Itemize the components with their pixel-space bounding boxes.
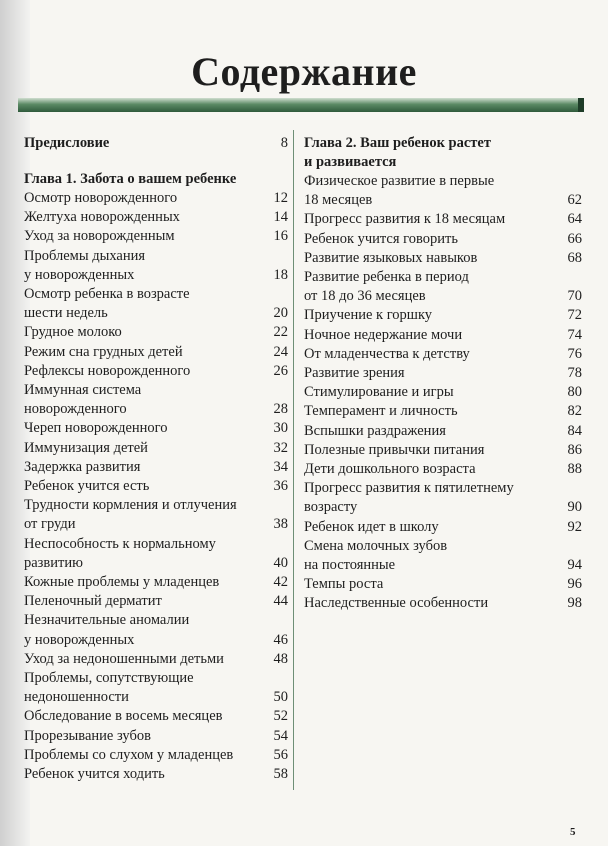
toc-entry-line[interactable] bbox=[24, 227, 288, 246]
toc-entry-line[interactable] bbox=[304, 230, 582, 249]
toc-entry-line[interactable] bbox=[24, 554, 288, 573]
entry-page: 98 bbox=[567, 595, 582, 612]
entry-title: Череп новорожденного bbox=[24, 420, 168, 437]
toc-right-list bbox=[304, 172, 582, 614]
entry-page: 24 bbox=[273, 343, 288, 360]
entry-page: 18 bbox=[273, 266, 288, 283]
entry-title: Прогресс развития к 18 месяцам bbox=[304, 211, 506, 228]
entry-title: Задержка развития bbox=[24, 458, 141, 475]
entry-title: от 18 до 36 месяцев bbox=[304, 288, 426, 305]
toc-entry-line[interactable] bbox=[304, 518, 582, 537]
toc-entry-line[interactable] bbox=[24, 669, 288, 688]
entry-title: Приучение к горшку bbox=[304, 307, 433, 324]
entry-title: Дети дошкольного возраста bbox=[304, 461, 476, 478]
entry-page: 92 bbox=[567, 518, 582, 535]
entry-title: Развитие зрения bbox=[304, 365, 405, 382]
toc-entry-line[interactable] bbox=[24, 343, 288, 362]
entry-title: Наследственные особенности bbox=[304, 595, 489, 612]
entry-title: Ребенок учится говорить bbox=[304, 230, 458, 247]
toc-entry-line[interactable] bbox=[304, 479, 582, 498]
toc-entry-line[interactable] bbox=[304, 210, 582, 229]
entry-title: Ребенок идет в школу bbox=[304, 518, 439, 535]
entry-title: у новорожденных bbox=[24, 266, 135, 283]
entry-page: 52 bbox=[273, 708, 288, 725]
entry-page: 40 bbox=[273, 554, 288, 571]
entry-title: Развитие языковых навыков bbox=[304, 249, 478, 266]
entry-title: Уход за недоношенными детьми bbox=[24, 650, 224, 667]
toc-entry-line[interactable] bbox=[24, 477, 288, 496]
entry-title: на постоянные bbox=[304, 557, 396, 574]
entry-title: Незначительные аномалии bbox=[24, 612, 190, 629]
entry-page: 38 bbox=[273, 516, 288, 533]
chapter-2-line: и развивается bbox=[304, 154, 397, 170]
entry-title: Ребенок учится ходить bbox=[24, 766, 165, 783]
entry-page: 36 bbox=[273, 478, 288, 495]
entry-title: Обследование в восемь месяцев bbox=[24, 708, 223, 725]
toc-entry-line[interactable] bbox=[304, 422, 582, 441]
entry-title: Пеленочный дерматит bbox=[24, 593, 162, 610]
entry-page: 90 bbox=[567, 499, 582, 516]
entry-title: Трудности кормления и отлучения bbox=[24, 497, 237, 514]
toc-entry-line[interactable] bbox=[24, 688, 288, 707]
toc-entry-line[interactable] bbox=[24, 611, 288, 630]
entry-page: 46 bbox=[273, 631, 288, 648]
entry-title: у новорожденных bbox=[24, 631, 135, 648]
toc-entry-line[interactable] bbox=[24, 650, 288, 669]
toc-entry-line[interactable] bbox=[304, 594, 582, 613]
entry-page: 48 bbox=[273, 650, 288, 667]
toc-entry-line[interactable] bbox=[24, 631, 288, 650]
preface-title: Предисловие bbox=[24, 135, 110, 151]
entry-title: Смена молочных зубов bbox=[304, 537, 448, 554]
chapter-2-heading bbox=[304, 134, 582, 172]
toc-entry-line[interactable] bbox=[24, 458, 288, 477]
entry-title: от груди bbox=[24, 516, 76, 533]
toc-entry-line[interactable] bbox=[24, 362, 288, 381]
toc-entry-line[interactable] bbox=[24, 535, 288, 554]
entry-title: Режим сна грудных детей bbox=[24, 343, 183, 360]
toc-entry-line[interactable] bbox=[24, 189, 288, 208]
entry-title: Проблемы, сопутствующие bbox=[24, 670, 194, 687]
entry-title: возрасту bbox=[304, 499, 358, 516]
column-divider bbox=[293, 130, 294, 790]
toc-entry-line[interactable] bbox=[24, 439, 288, 458]
entry-title: недоношенности bbox=[24, 689, 129, 706]
entry-page: 50 bbox=[273, 689, 288, 706]
toc-entry-line[interactable] bbox=[304, 249, 582, 268]
toc-right-column bbox=[304, 134, 582, 614]
toc-entry-line[interactable] bbox=[24, 285, 288, 304]
entry-title: новорожденного bbox=[24, 401, 127, 418]
chapter-1-heading: Глава 1. Забота о вашем ребенке bbox=[24, 171, 237, 187]
toc-entry-line[interactable] bbox=[304, 441, 582, 460]
entry-title: Уход за новорожденным bbox=[24, 228, 175, 245]
toc-entry-line[interactable] bbox=[304, 306, 582, 325]
entry-title: Желтуха новорожденных bbox=[24, 209, 180, 226]
entry-page: 68 bbox=[567, 249, 582, 266]
entry-page: 26 bbox=[273, 362, 288, 379]
toc-entry-line[interactable] bbox=[304, 537, 582, 556]
entry-page: 32 bbox=[273, 439, 288, 456]
entry-page: 12 bbox=[273, 190, 288, 206]
entry-title: Темперамент и личность bbox=[304, 403, 458, 420]
entry-page: 14 bbox=[273, 209, 288, 226]
entry-title: шести недель bbox=[24, 305, 108, 322]
toc-entry-line[interactable] bbox=[24, 381, 288, 400]
toc-entry-line[interactable] bbox=[24, 266, 288, 285]
toc-entry-line[interactable] bbox=[304, 364, 582, 383]
entry-page: 66 bbox=[567, 230, 582, 247]
toc-entry-line[interactable] bbox=[24, 400, 288, 419]
entry-title: Проблемы дыхания bbox=[24, 247, 146, 264]
entry-page: 20 bbox=[273, 305, 288, 322]
toc-entry-line[interactable] bbox=[304, 402, 582, 421]
toc-left-column bbox=[24, 134, 288, 784]
toc-entry-line[interactable] bbox=[24, 208, 288, 227]
entry-title: Темпы роста bbox=[304, 576, 384, 593]
entry-page: 76 bbox=[567, 345, 582, 362]
entry-page: 64 bbox=[567, 211, 582, 228]
entry-page: 56 bbox=[273, 746, 288, 763]
entry-page: 58 bbox=[273, 766, 288, 783]
entry-page: 44 bbox=[273, 593, 288, 610]
entry-title: Неспособность к нормальному bbox=[24, 535, 216, 552]
entry-page: 94 bbox=[567, 557, 582, 574]
entry-page: 28 bbox=[273, 401, 288, 418]
entry-title: Иммунная система bbox=[24, 382, 142, 399]
toc-entry-line[interactable] bbox=[24, 419, 288, 438]
entry-page: 96 bbox=[567, 576, 582, 593]
toc-entry-line[interactable] bbox=[24, 765, 288, 784]
toc-entry-line[interactable] bbox=[24, 247, 288, 266]
entry-title: Физическое развитие в первые bbox=[304, 173, 495, 189]
entry-page: 78 bbox=[567, 365, 582, 382]
entry-page: 84 bbox=[567, 422, 582, 439]
toc-entry-line[interactable] bbox=[24, 515, 288, 534]
toc-entry-line[interactable] bbox=[304, 326, 582, 345]
toc-entry-line[interactable] bbox=[304, 345, 582, 364]
entry-title: Вспышки раздражения bbox=[304, 422, 446, 439]
toc-entry-line[interactable] bbox=[24, 592, 288, 611]
toc-entry-line[interactable] bbox=[24, 304, 288, 323]
toc-entry-line[interactable] bbox=[304, 498, 582, 517]
preface-entry[interactable] bbox=[24, 134, 288, 153]
toc-entry-line[interactable] bbox=[304, 191, 582, 210]
title-rule bbox=[18, 98, 580, 112]
toc-entry-line[interactable] bbox=[304, 172, 582, 191]
entry-title: Рефлексы новорожденного bbox=[24, 362, 191, 379]
toc-entry-line[interactable] bbox=[24, 323, 288, 342]
toc-entry-line[interactable] bbox=[24, 707, 288, 726]
entry-title: Стимулирование и игры bbox=[304, 384, 454, 401]
entry-title: Грудное молоко bbox=[24, 324, 122, 341]
entry-title: Ребенок учится есть bbox=[24, 478, 150, 495]
entry-title: Прорезывание зубов bbox=[24, 727, 151, 744]
entry-page: 72 bbox=[567, 307, 582, 324]
entry-page: 74 bbox=[567, 326, 582, 343]
entry-title: Проблемы со слухом у младенцев bbox=[24, 746, 234, 763]
entry-title: Осмотр новорожденного bbox=[24, 190, 178, 206]
toc-entry-line[interactable] bbox=[24, 746, 288, 765]
entry-page: 62 bbox=[567, 192, 582, 209]
toc-entry-line[interactable] bbox=[24, 573, 288, 592]
entry-page: 80 bbox=[567, 384, 582, 401]
entry-page: 42 bbox=[273, 574, 288, 591]
entry-page: 82 bbox=[567, 403, 582, 420]
entry-page: 34 bbox=[273, 458, 288, 475]
entry-title: 18 месяцев bbox=[304, 192, 373, 209]
entry-title: Ночное недержание мочи bbox=[304, 326, 463, 343]
entry-page: 54 bbox=[273, 727, 288, 744]
entry-page: 70 bbox=[567, 288, 582, 305]
toc-entry-line[interactable] bbox=[304, 287, 582, 306]
toc-entry-line[interactable] bbox=[304, 460, 582, 479]
entry-page: 30 bbox=[273, 420, 288, 437]
toc-entry-line[interactable] bbox=[304, 383, 582, 402]
spacer bbox=[24, 153, 288, 170]
toc-entry-line[interactable] bbox=[304, 268, 582, 287]
preface-page: 8 bbox=[280, 135, 288, 151]
entry-page: 86 bbox=[567, 441, 582, 458]
entry-title: Осмотр ребенка в возрасте bbox=[24, 286, 190, 303]
entry-page: 88 bbox=[567, 461, 582, 478]
page-number: 5 bbox=[570, 826, 576, 838]
entry-title: развитию bbox=[24, 554, 83, 571]
toc-left-list bbox=[24, 189, 288, 784]
entry-title: Развитие ребенка в период bbox=[304, 269, 469, 286]
entry-title: От младенчества к детству bbox=[304, 345, 470, 362]
toc-entry-line[interactable] bbox=[24, 496, 288, 515]
toc-entry-line[interactable] bbox=[24, 727, 288, 746]
entry-title: Прогресс развития к пятилетнему bbox=[304, 480, 514, 497]
entry-page: 22 bbox=[273, 324, 288, 341]
entry-title: Полезные привычки питания bbox=[304, 441, 485, 458]
entry-title: Иммунизация детей bbox=[24, 439, 148, 456]
entry-page: 16 bbox=[273, 228, 288, 245]
toc-entry-line[interactable] bbox=[304, 575, 582, 594]
title-rule-end bbox=[578, 98, 584, 112]
entry-title: Кожные проблемы у младенцев bbox=[24, 574, 220, 591]
page-title: Содержание bbox=[191, 49, 417, 94]
chapter-2-line: Глава 2. Ваш ребенок растет bbox=[304, 135, 491, 151]
toc-entry-line[interactable] bbox=[304, 556, 582, 575]
